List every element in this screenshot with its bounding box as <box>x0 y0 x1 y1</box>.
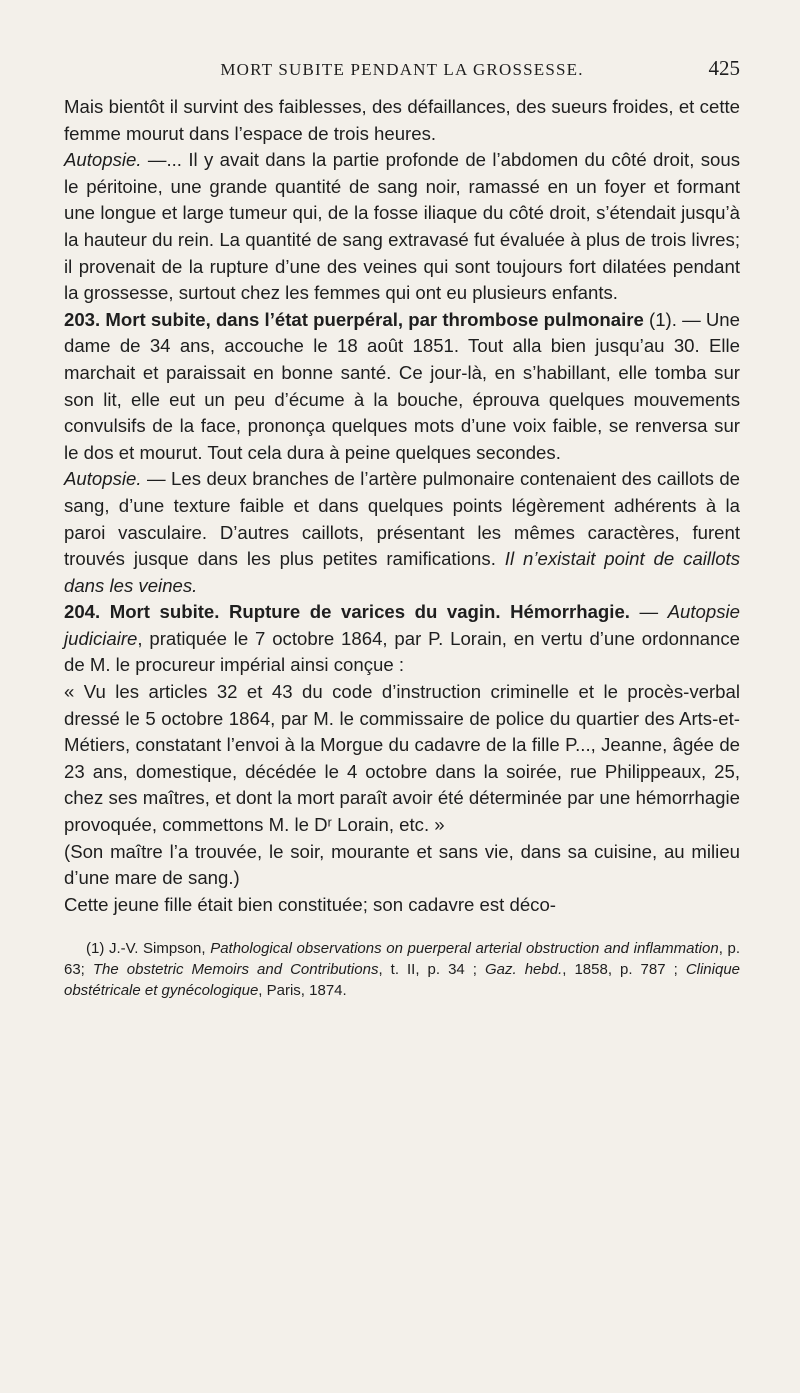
footnote-title: The obstetric Memoirs and Contributions <box>92 961 379 979</box>
footnote-lead: (1) J.-V. Simpson, <box>86 940 211 958</box>
quoted-order <box>64 679 740 839</box>
footnote-text: , t. II, p. 34 ; <box>378 961 485 979</box>
page-number: 425 <box>708 56 740 80</box>
book-page <box>64 56 740 1001</box>
paragraph-text: Mais bientôt il survint des faiblesses, des défaillances, des sueurs froides, et cette femme mourut dans l’espace de trois heures. <box>64 96 740 144</box>
case-203 <box>64 307 740 467</box>
footnote-title: Gaz. hebd. <box>485 961 563 979</box>
italic-conclusion: Il n’existait point de caillots dans les veines. <box>64 548 740 596</box>
footnote-title: Pathological observations on puerperal arterial obstruction and inflammation <box>210 940 719 958</box>
footnote-text: , 1858, p. 787 ; <box>562 961 686 979</box>
paragraph <box>64 892 740 919</box>
footnote-1 <box>64 938 740 1001</box>
autopsie-label: Autopsie judiciaire <box>64 601 740 649</box>
case-204 <box>64 599 740 679</box>
paragraph-text: (Son maître l’a trouvée, le soir, mourante et sans vie, dans sa cuisine, au milieu d’une mare de sang.) <box>64 840 740 889</box>
autopsie-label: Autopsie. <box>64 149 142 171</box>
paragraph-text: —... Il y avait dans la partie profonde de l’abdomen du côté droit, sous le péritoine, une grande quantité de sang noir, ramassé en un foyer et formant une longue et large tumeur qui, de la fosse iliaque du côté droit, s’étendait jusqu’à la hauteur du rein. La quantité de sang extravasé fut évaluée à plus de trois livres; il provenait de la rupture d’une des veines qui sont toujours fort dilatées pendant la grossesse, surtout chez les femmes qui ont eu plusieurs enfants. <box>64 149 740 304</box>
dash: — <box>629 601 668 623</box>
paragraph <box>64 94 740 147</box>
footnote-title: Clinique obstétricale et gynécologique <box>64 961 741 1000</box>
paragraph-text: « Vu les articles 32 et 43 du code d’instruction criminelle et le procès-verbal dressé le 5 octobre 1864, par M. le commissaire de police du quartier des Arts-et-Métiers, constatant l’envoi à la Morgue du cadavre de la fille P..., Jeanne, âgée de 23 ans, domestique, décédée le 4 octobre dans la soirée, rue Philippeaux, 25, chez ses maîtres, et dont la mort paraît avoir été déterminée par une hémorrhagie provoquée, commettons M. le Dʳ Lorain, etc. » <box>64 681 740 836</box>
paragraph <box>64 839 740 892</box>
paragraph-text: Cette jeune fille était bien constituée; son cadavre est déco- <box>64 893 556 915</box>
paragraph-text: (1). — Une dame de 34 ans, accouche le 18 août 1851. Tout alla bien jusqu’au 30. Elle marchait et paraissait en bonne santé. Ce jour-là, en s’habillant, elle tomba sur son lit, elle eut un peu d’écume à la bouche, éprouva quelques mouvements convulsifs de la face, prononça quelques mots d’une voix faible, se renversa sur le dos et mourut. Tout cela dura à peine quelques secondes. <box>64 308 740 463</box>
case-heading: 204. Mort subite. Rupture de varices du vagin. Hémorrhagie. <box>64 601 630 623</box>
paragraph-text: , pratiquée le 7 octobre 1864, par P. Lorain, en vertu d’une ordonnance de M. le procureur impérial ainsi conçue : <box>64 627 740 676</box>
footnotes <box>64 938 740 1001</box>
case-heading: 203. Mort subite, dans l’état puerpéral, par thrombose pulmonaire <box>64 308 644 330</box>
running-head <box>64 56 740 90</box>
paragraph <box>64 147 740 307</box>
autopsie-label: Autopsie. <box>64 468 142 490</box>
paragraph <box>64 466 740 599</box>
running-title: MORT SUBITE PENDANT LA GROSSESSE. <box>220 60 584 79</box>
footnote-text: , Paris, 1874. <box>258 982 347 1000</box>
footnote-text: , p. 63; <box>64 940 740 979</box>
paragraph-text: — Les deux branches de l’artère pulmonaire contenaient des caillots de sang, d’une texture faible et dans quelques points légèrement adhérents à la paroi vasculaire. D’autres caillots, présentant les mêmes caractères, furent trouvés jusque dans les plus petites ramifications. <box>64 468 740 570</box>
body-text <box>64 94 740 918</box>
